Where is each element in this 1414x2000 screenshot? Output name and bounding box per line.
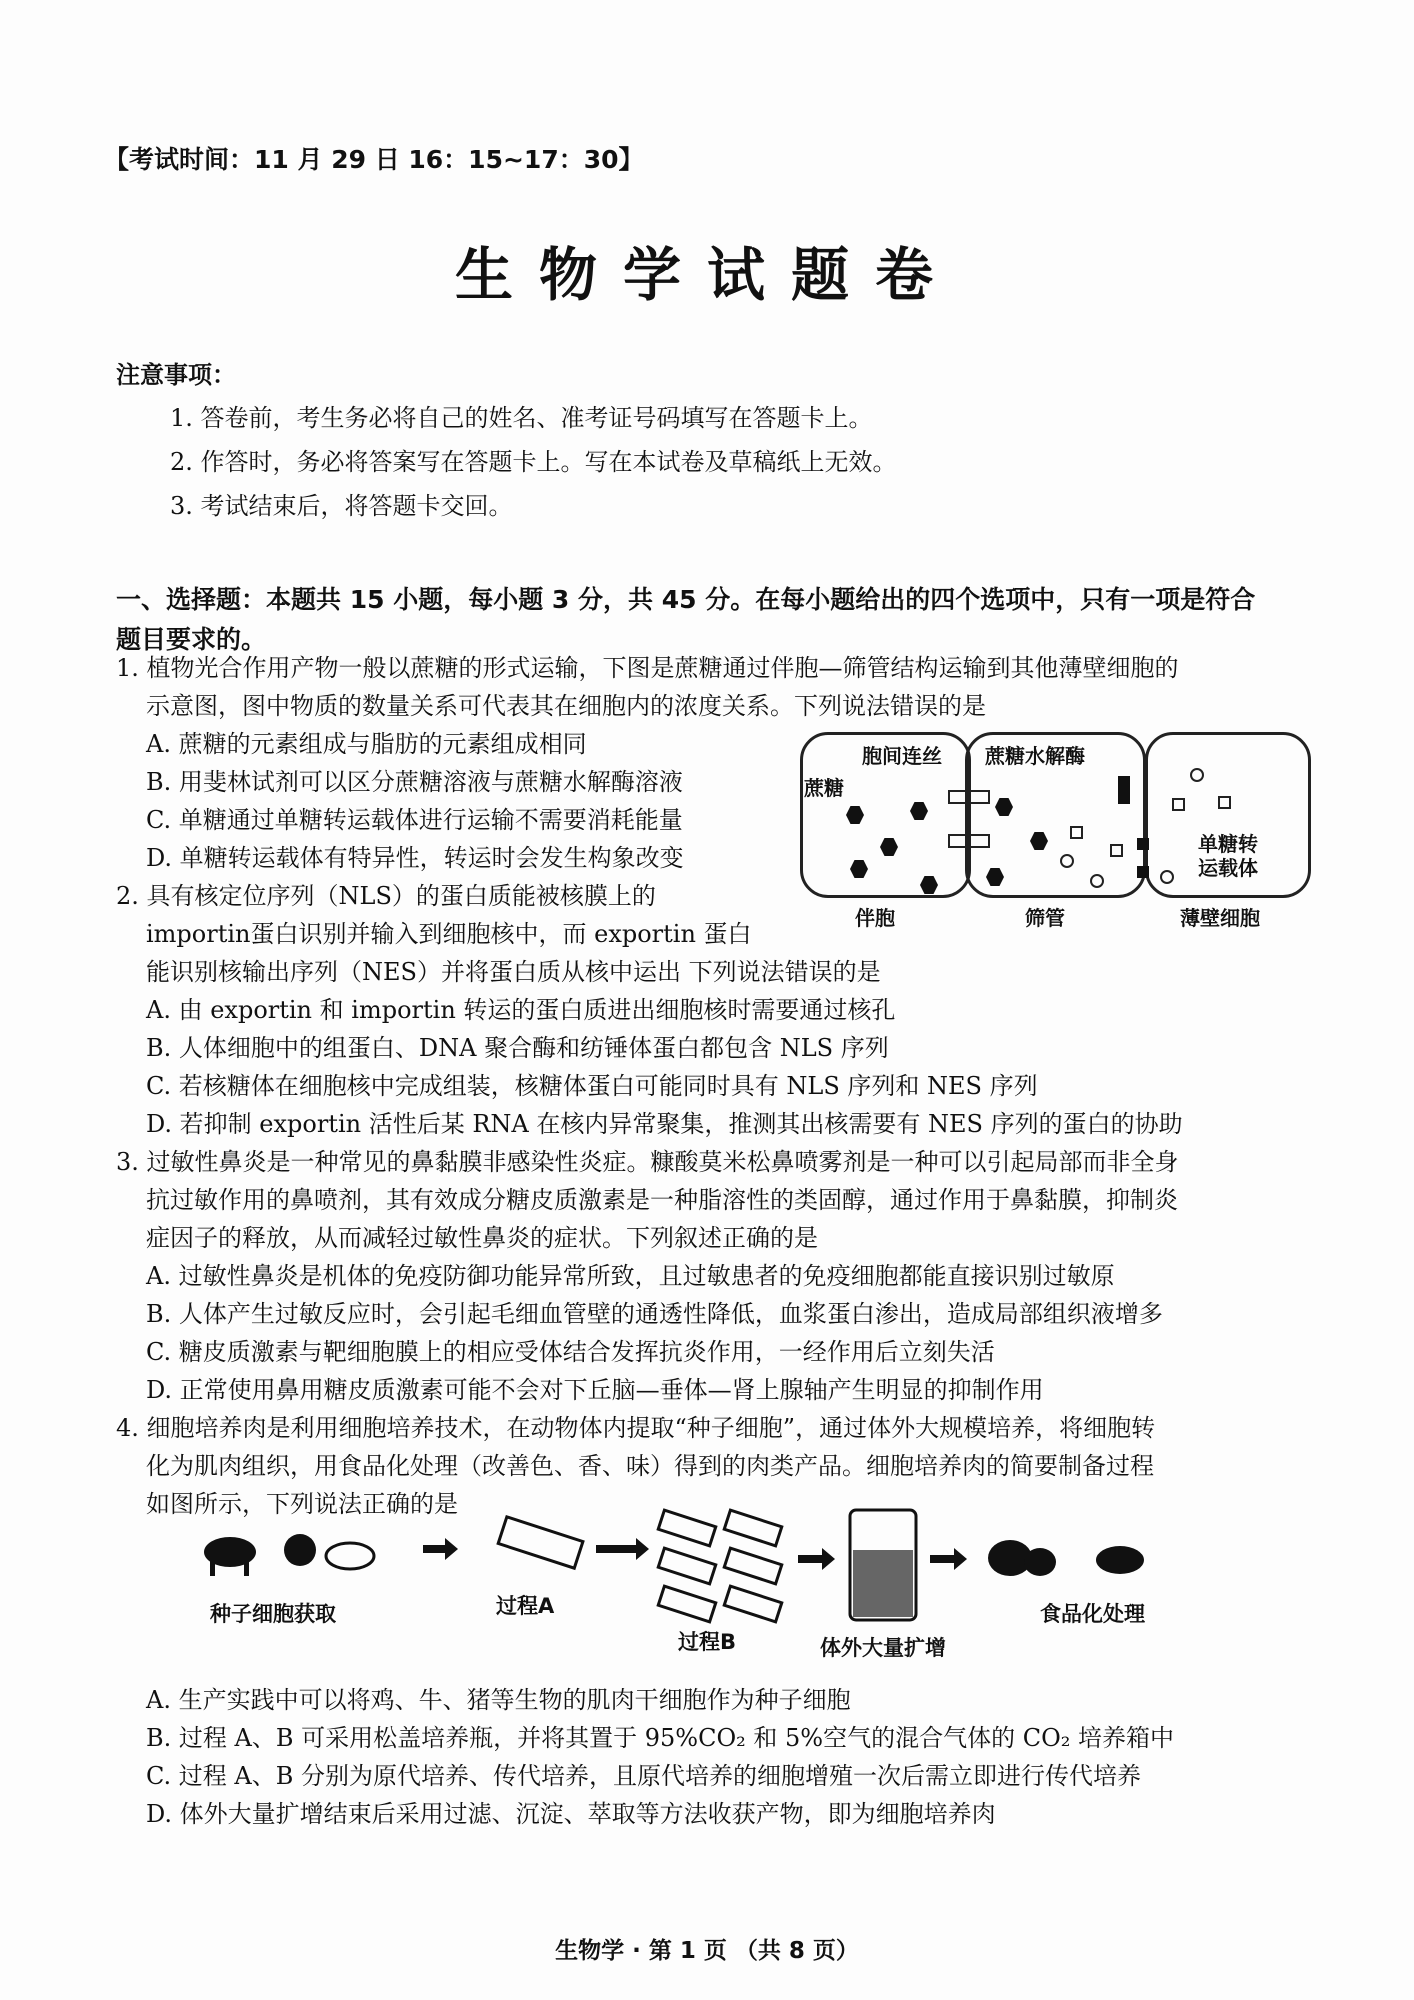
q1-option-a: A. 蔗糖的元素组成与脂肪的元素组成相同 bbox=[146, 730, 587, 758]
q3-option-d: D. 正常使用鼻用糖皮质激素可能不会对下丘脑—垂体—肾上腺轴产生明显的抑制作用 bbox=[146, 1376, 1044, 1404]
note-item: 2. 作答时，务必将答案写在答题卡上。写在本试卷及草稿纸上无效。 bbox=[170, 448, 897, 476]
label-companion: 伴胞 bbox=[855, 906, 895, 930]
process-arrow bbox=[822, 1548, 835, 1570]
culture-flask-b bbox=[724, 1548, 782, 1584]
q3-option-a: A. 过敏性鼻炎是机体的免疫防御功能异常所致，且过敏患者的免疫细胞都能直接识别过敏原 bbox=[146, 1262, 1115, 1290]
q4-stem-line: 4. 细胞培养肉是利用细胞培养技术，在动物体内提取“种子细胞”，通过体外大规模培养，将细胞转 bbox=[116, 1414, 1156, 1442]
q1-option-b: B. 用斐林试剂可以区分蔗糖溶液与蔗糖水解酶溶液 bbox=[146, 768, 683, 796]
q1-option-c: C. 单糖通过单糖转运载体进行运输不需要消耗能量 bbox=[146, 806, 683, 834]
q2-stem-line: importin蛋白识别并输入到细胞核中，而 exportin 蛋白 bbox=[146, 920, 752, 948]
process-arrow bbox=[445, 1538, 458, 1560]
label-process-a: 过程A bbox=[496, 1594, 555, 1618]
monosaccharide bbox=[1110, 844, 1123, 857]
monosaccharide bbox=[1172, 798, 1185, 811]
q3-option-b: B. 人体产生过敏反应时，会引起毛细血管壁的通透性降低，血浆蛋白渗出，造成局部组织液增多 bbox=[146, 1300, 1163, 1328]
q4-option-d: D. 体外大量扩增结束后采用过滤、沉淀、萃取等方法收获产物，即为细胞培养肉 bbox=[146, 1800, 996, 1828]
chicken-icon bbox=[284, 1534, 316, 1566]
process-arrow bbox=[798, 1555, 822, 1563]
pig-icon bbox=[326, 1543, 374, 1569]
culture-flask-b bbox=[724, 1510, 782, 1546]
q1-stem-line: 1. 植物光合作用产物一般以蔗糖的形式运输，下图是蔗糖通过伴胞—筛管结构运输到其他薄壁细胞的 bbox=[116, 654, 1179, 682]
q4-option-a: A. 生产实践中可以将鸡、牛、猪等生物的肌肉干细胞作为种子细胞 bbox=[146, 1686, 851, 1714]
label-sucrose: 蔗糖 bbox=[804, 776, 844, 800]
transporter bbox=[1137, 838, 1149, 850]
culture-flask-b bbox=[658, 1510, 716, 1546]
label-process-b: 过程B bbox=[678, 1630, 737, 1654]
q3-stem-line: 3. 过敏性鼻炎是一种常见的鼻黏膜非感染性炎症。糠酸莫米松鼻喷雾剂是一种可以引起局部而非全身 bbox=[116, 1148, 1179, 1176]
meat-icon bbox=[1024, 1548, 1056, 1576]
q4-option-c: C. 过程 A、B 分别为原代培养、传代培养，且原代培养的细胞增殖一次后需立即进行传代培养 bbox=[146, 1762, 1141, 1790]
culture-flask-a bbox=[498, 1517, 583, 1568]
monosaccharide bbox=[1160, 870, 1174, 884]
q3-stem-line: 抗过敏作用的鼻喷剂，其有效成分糖皮质激素是一种脂溶性的类固醇，通过作用于鼻黏膜，抑制炎 bbox=[146, 1186, 1178, 1214]
cow-leg bbox=[210, 1560, 215, 1576]
page-footer: 生物学 · 第 1 页 （共 8 页） bbox=[555, 1938, 859, 1964]
q1-figure bbox=[800, 726, 1310, 936]
invertase-enzyme bbox=[1118, 776, 1130, 804]
bioreactor-medium bbox=[853, 1550, 913, 1617]
page-title: 生物学试题卷 bbox=[454, 241, 959, 309]
process-arrow bbox=[596, 1545, 636, 1553]
q2-option-c: C. 若核糖体在细胞核中完成组装，核糖体蛋白可能同时具有 NLS 序列和 NES 序列 bbox=[146, 1072, 1038, 1100]
q4-option-b: B. 过程 A、B 可采用松盖培养瓶，并将其置于 95%CO₂ 和 5%空气的混合气体的 CO₂ 培养箱中 bbox=[146, 1724, 1175, 1752]
label-expansion: 体外大量扩增 bbox=[820, 1636, 946, 1660]
q2-option-b: B. 人体细胞中的组蛋白、DNA 聚合酶和纺锤体蛋白都包含 NLS 序列 bbox=[146, 1034, 889, 1062]
culture-flask-b bbox=[658, 1586, 716, 1622]
monosaccharide bbox=[1090, 874, 1104, 888]
label-seed-cells: 种子细胞获取 bbox=[210, 1602, 336, 1626]
notes-heading: 注意事项： bbox=[116, 361, 236, 389]
plasmodesma bbox=[948, 834, 990, 848]
cow-leg bbox=[244, 1560, 249, 1576]
note-item: 3. 考试结束后，将答题卡交回。 bbox=[170, 492, 513, 520]
exam-time: 【考试时间：11 月 29 日 16：15~17：30】 bbox=[104, 145, 644, 174]
process-arrow bbox=[954, 1548, 967, 1570]
q2-stem-line: 2. 具有核定位序列（NLS）的蛋白质能被核膜上的 bbox=[116, 882, 656, 910]
process-arrow bbox=[423, 1545, 445, 1553]
monosaccharide bbox=[1218, 796, 1231, 809]
label-transporter: 单糖转 bbox=[1198, 832, 1258, 856]
q2-option-a: A. 由 exportin 和 importin 转运的蛋白质进出细胞核时需要通过核孔 bbox=[146, 996, 896, 1024]
q3-stem-line: 症因子的释放，从而减轻过敏性鼻炎的症状。下列叙述正确的是 bbox=[146, 1224, 818, 1252]
q3-option-c: C. 糖皮质激素与靶细胞膜上的相应受体结合发挥抗炎作用，一经作用后立刻失活 bbox=[146, 1338, 995, 1366]
section-heading: 一、选择题：本题共 15 小题，每小题 3 分，共 45 分。在每小题给出的四个选项中，只有一项是符合 题目要求的。 bbox=[116, 585, 1256, 654]
q2-stem-line: 能识别核输出序列（NES）并将蛋白质从核中运出 下列说法错误的是 bbox=[146, 958, 881, 986]
culture-flask-b bbox=[724, 1586, 782, 1622]
process-arrow bbox=[930, 1555, 954, 1563]
monosaccharide bbox=[1060, 854, 1074, 868]
label-parenchyma: 薄壁细胞 bbox=[1180, 906, 1260, 930]
q4-stem-line: 如图所示，下列说法正确的是 bbox=[146, 1490, 458, 1518]
processed-meat-icon bbox=[1096, 1546, 1144, 1574]
q1-option-d: D. 单糖转运载体有特异性，转运时会发生构象改变 bbox=[146, 844, 684, 872]
process-arrow bbox=[636, 1538, 649, 1560]
label-transporter: 运载体 bbox=[1198, 856, 1258, 880]
culture-flask-b bbox=[658, 1548, 716, 1584]
note-item: 1. 答卷前，考生务必将自己的姓名、准考证号码填写在答题卡上。 bbox=[170, 404, 873, 432]
transporter bbox=[1137, 866, 1149, 878]
q2-option-d: D. 若抑制 exportin 活性后某 RNA 在核内异常聚集，推测其出核需要有 NES 序列的蛋白的协助 bbox=[146, 1110, 1183, 1138]
q4-figure bbox=[200, 1500, 1240, 1670]
label-food-processing: 食品化处理 bbox=[1040, 1602, 1145, 1626]
q1-stem-line: 示意图，图中物质的数量关系可代表其在细胞内的浓度关系。下列说法错误的是 bbox=[146, 692, 986, 720]
monosaccharide bbox=[1070, 826, 1083, 839]
label-sieve: 筛管 bbox=[1025, 906, 1065, 930]
label-invertase: 蔗糖水解酶 bbox=[985, 744, 1085, 768]
label-plasmodesmata: 胞间连丝 bbox=[862, 744, 942, 768]
monosaccharide bbox=[1190, 768, 1204, 782]
plasmodesma bbox=[948, 790, 990, 804]
q4-stem-line: 化为肌肉组织，用食品化处理（改善色、香、味）得到的肉类产品。细胞培养肉的简要制备过程 bbox=[146, 1452, 1154, 1480]
